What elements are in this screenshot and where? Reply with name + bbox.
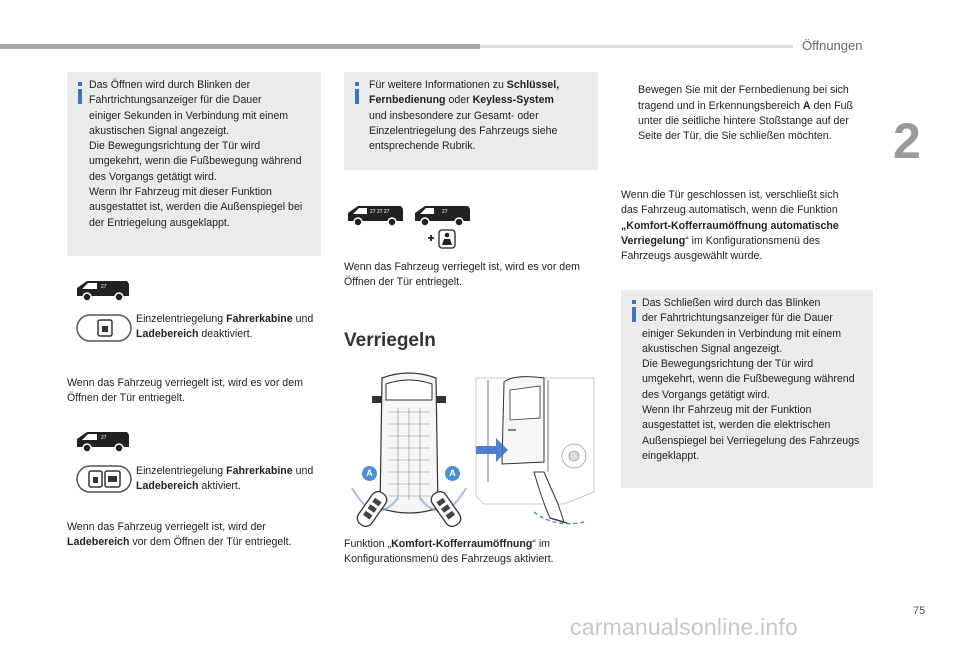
info-box-closing xyxy=(621,290,873,488)
figure-caption: Funktion „Komfort-Kofferraumöffnung“ im Konfigurationsmenü des Fahrzeugs aktiviert. xyxy=(344,538,554,566)
info-box-text: Für weitere Informationen zu Schlüssel, Fernbedienung oder Keyless-System und insbesondere zur Gesamt- oder Einzelentriegelung des Fahrzeugs siehe entsprechende Rubrik. xyxy=(369,79,560,153)
info-box-opening xyxy=(67,72,321,256)
sliding-door-illustration xyxy=(474,372,598,528)
svg-text:27: 27 xyxy=(442,209,448,215)
van-icon xyxy=(73,278,131,302)
watermark: carmanualsonline.info xyxy=(570,614,798,640)
svg-text:27: 27 xyxy=(101,284,107,290)
svg-text:27 27 27: 27 27 27 xyxy=(370,209,390,215)
header-bar xyxy=(0,44,480,49)
info-box-more-info xyxy=(344,72,598,170)
page-number: 75 xyxy=(913,605,926,617)
van-icon xyxy=(412,203,472,227)
unlock-activated-text: Einzelentriegelung Fahrerkabine und Ladebereich aktiviert. xyxy=(136,465,314,493)
bullet-instruction: Bewegen Sie mit der Fernbedienung bei sich tragend und in Erkennungsbereich A den Fuß unter die seitliche hintere Stoßstange auf der Seite der Tür, die Sie schließen möchten. xyxy=(638,84,853,143)
unlock-deactivated-text: Einzelentriegelung Fahrerkabine und Ladebereich deaktiviert. xyxy=(136,313,314,341)
info-box-text: Das Öffnen wird durch Blinken der Fahrtrichtungsanzeiger für die Dauer einiger Sekunden in Verbindung mit einem akustischen Signal angezeigt. Die Bewegungsrichtung der Tür wird umgekehrt, wenn die Fußbewegung während des Vorgangs getätigt wird. Wenn Ihr Fahrzeug mit dieser Funktion ausgestattet ist, werden die Außenspiegel bei der Entriegelung ausgeklappt. xyxy=(89,79,303,229)
paragraph-load-area: Wenn das Fahrzeug verriegelt ist, wird der Ladebereich vor dem Öffnen der Tür entriegelt. xyxy=(67,521,292,549)
heading-verriegeln: Verriegeln xyxy=(344,330,436,351)
paragraph-unlock-before-open: Wenn das Fahrzeug verriegelt ist, wird es vor dem Öffnen der Tür entriegelt. xyxy=(344,261,580,289)
header-bar-light xyxy=(480,45,793,48)
van-icon xyxy=(345,203,405,227)
paragraph-auto-lock: Wenn die Tür geschlossen ist, verschließt sich das Fahrzeug automatisch, wenn die Funktion „Komfort-Kofferraumöffnung automatische Verriegelung“ im Konfigurationsmenü des Fahrzeugs ausgewählt wurde. xyxy=(621,189,839,263)
info-icon xyxy=(627,300,641,322)
key-fob-icon xyxy=(76,313,132,343)
key-fob-icon xyxy=(76,464,132,494)
info-icon xyxy=(350,82,364,104)
info-box-text: Das Schließen wird durch das Blinken der Fahrtrichtungsanzeiger für die Dauer einiger Sekunden in Verbindung mit einem akustischen Signal angezeigt. Die Bewegungsrichtung der Tür wird umgekehrt, wenn die Fußbewegung während des Vorgangs getätigt wird. Wenn Ihr Fahrzeug mit der Funktion ausgestattet ist, werden die elektrischen Außenspiegel bei Verriegelung des Fahrzeugs eingeklappt. xyxy=(642,297,860,462)
chapter-number: 2 xyxy=(893,113,921,169)
section-title: Öffnungen xyxy=(802,38,863,53)
detection-zone-marker-right: A xyxy=(445,466,460,481)
detection-zone-marker-left: A xyxy=(362,466,377,481)
plus-person-icon xyxy=(427,229,457,249)
svg-text:27: 27 xyxy=(101,435,107,441)
key-fob-right-icon xyxy=(426,488,466,530)
key-fob-left-icon xyxy=(352,488,392,530)
info-icon xyxy=(73,82,87,104)
van-icon xyxy=(73,429,131,453)
paragraph-unlock-before-open: Wenn das Fahrzeug verriegelt ist, wird es vor dem Öffnen der Tür entriegelt. xyxy=(67,377,303,405)
